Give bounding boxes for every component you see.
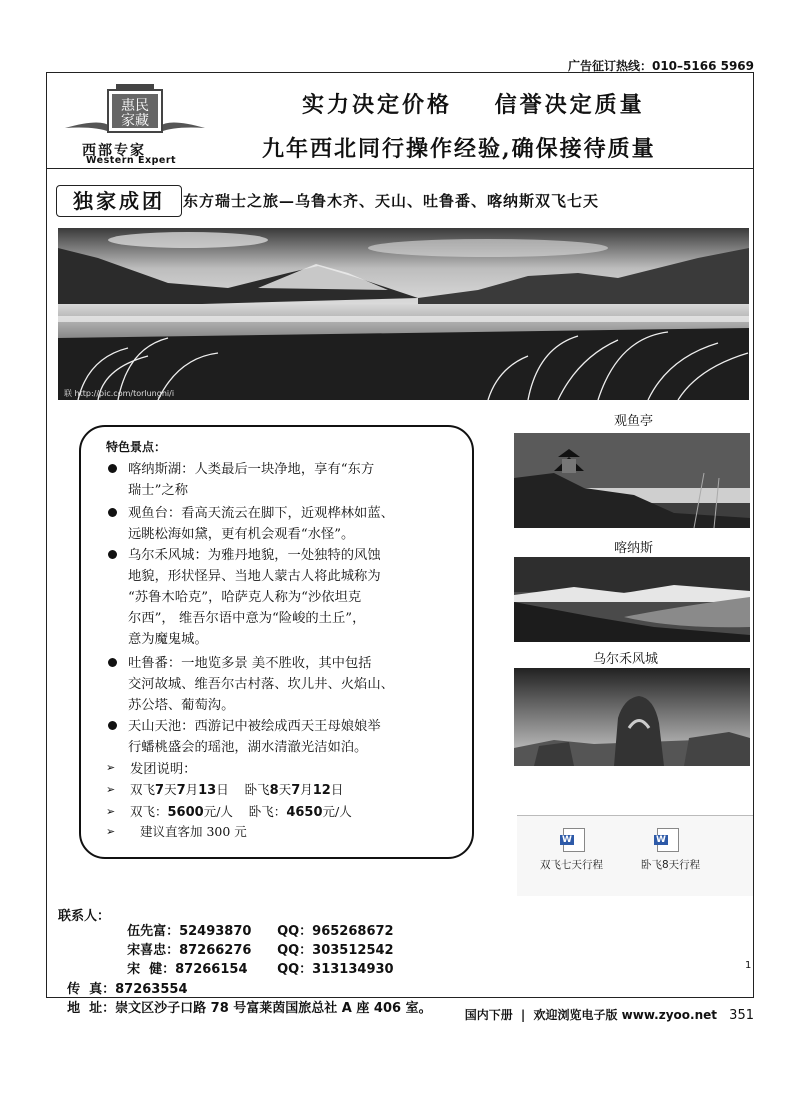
word-doc-icon: W: [657, 828, 679, 852]
logo-seal-bottom: 家藏: [121, 113, 149, 129]
departure-note: 建议直客加 300 元: [140, 824, 247, 839]
fish-pavilion-photo: [514, 433, 750, 528]
attachment-eight-day-label[interactable]: 卧飞8天行程: [641, 859, 701, 871]
logo-name: 西部专家: [82, 143, 146, 159]
caption-fish-pavilion: 观鱼亭: [614, 414, 654, 429]
word-doc-icon: W: [563, 828, 585, 852]
arrow-icon: ➢: [106, 805, 116, 818]
kanas-photo: [514, 557, 750, 642]
wuerhe-photo: [514, 668, 750, 766]
footer-page-number: 351: [729, 1008, 754, 1023]
hero-lake-photo: [58, 228, 749, 400]
feature-item-tianchi: 天山天池：西游记中被绘成西天王母娘娘举 行蟠桃盛会的瑶池，湖水清澈光洁如泊。: [102, 716, 462, 758]
feature-item-wuerhe: 乌尔禾风城：为雅丹地貌，一处独特的风蚀 地貌，形状怪异、当地人蒙古人将此城称为 “苏鲁木哈克”，哈萨克人称为“沙依坦克 尔西”， 维吾尔语中意为“险峻的土丘”， 意为魔鬼城。: [102, 545, 462, 650]
logo-english: Western Expert: [86, 155, 177, 166]
contact-qq: QQ：965268672: [277, 924, 394, 939]
fax-line: 传 真：87263554: [67, 982, 188, 997]
small-page-number: 1: [745, 960, 752, 971]
hero-watermark: 联 http://pic.com/torlunghi/i: [64, 389, 175, 398]
arrow-icon: ➢: [106, 761, 116, 774]
logo-seal-top: 惠民: [121, 98, 149, 114]
contact-row: 宋喜忠：87266276: [127, 943, 252, 958]
feature-item-fish-platform: 观鱼台：看高天流云在脚下，近观桦林如蓝、 远眺松海如黛，更有机会观看“水怪”。: [102, 503, 462, 545]
tour-title: 东方瑞士之旅—乌鲁木齐、天山、吐鲁番、喀纳斯双飞七天: [183, 192, 600, 210]
departure-prices: 双飞：5600元/人 卧飞：4650元/人: [130, 804, 352, 820]
bullet-icon: [108, 721, 117, 730]
slogan-line-1: 实力决定价格 信誉决定质量: [302, 92, 645, 118]
ad-hotline: 广告征订热线：010–5166 5969: [567, 59, 754, 73]
attachment-seven-day[interactable]: [555, 828, 585, 852]
bullet-icon: [108, 464, 117, 473]
features-heading: 特色景点：: [106, 440, 167, 454]
caption-kanas: 喀纳斯: [614, 541, 654, 556]
bullet-icon: [108, 550, 117, 559]
feature-item-kanas-lake: 喀纳斯湖：人类最后一块净地，享有“东方 瑞士”之称: [102, 459, 462, 501]
bullet-icon: [108, 508, 117, 517]
contact-row: 伍先富：52493870: [127, 924, 252, 939]
contact-row: 宋 健：87266154: [127, 962, 248, 977]
arrow-icon: ➢: [106, 783, 116, 796]
footer-section: 国内下册: [464, 1008, 513, 1022]
attachment-seven-day-label[interactable]: 双飞七天行程: [540, 859, 603, 871]
departure-heading: 发团说明：: [130, 762, 197, 777]
contact-qq: QQ：313134930: [277, 962, 394, 977]
header-divider: [47, 168, 753, 169]
attachments-panel: [517, 815, 753, 896]
exclusive-badge: 独家成团: [56, 185, 182, 217]
page-footer: [465, 1006, 754, 1023]
contact-qq: QQ：303512542: [277, 943, 394, 958]
caption-wuerhe: 乌尔禾风城: [593, 652, 659, 667]
footer-text: 欢迎浏览电子版 www.zyoo.net: [533, 1008, 717, 1022]
arrow-icon: ➢: [106, 825, 116, 838]
attachment-eight-day[interactable]: [655, 828, 679, 852]
footer-separator: |: [520, 1008, 526, 1022]
feature-item-turpan: 吐鲁番：一地览多景 美不胜收，其中包括 交河故城、维吾尔古村落、坎儿井、火焰山、 苏公塔、葡萄沟。: [102, 653, 462, 716]
departure-dates: 双飞7天7月13日 卧飞8天7月12日: [130, 782, 344, 798]
bullet-icon: [108, 658, 117, 667]
address-line: 地 址：崇文区沙子口路 78 号富莱茵国旅总社 A 座 406 室。: [67, 1001, 432, 1016]
slogan-line-2: 九年西北同行操作经验,确保接待质量: [262, 136, 656, 162]
contact-label: 联系人：: [58, 909, 111, 924]
